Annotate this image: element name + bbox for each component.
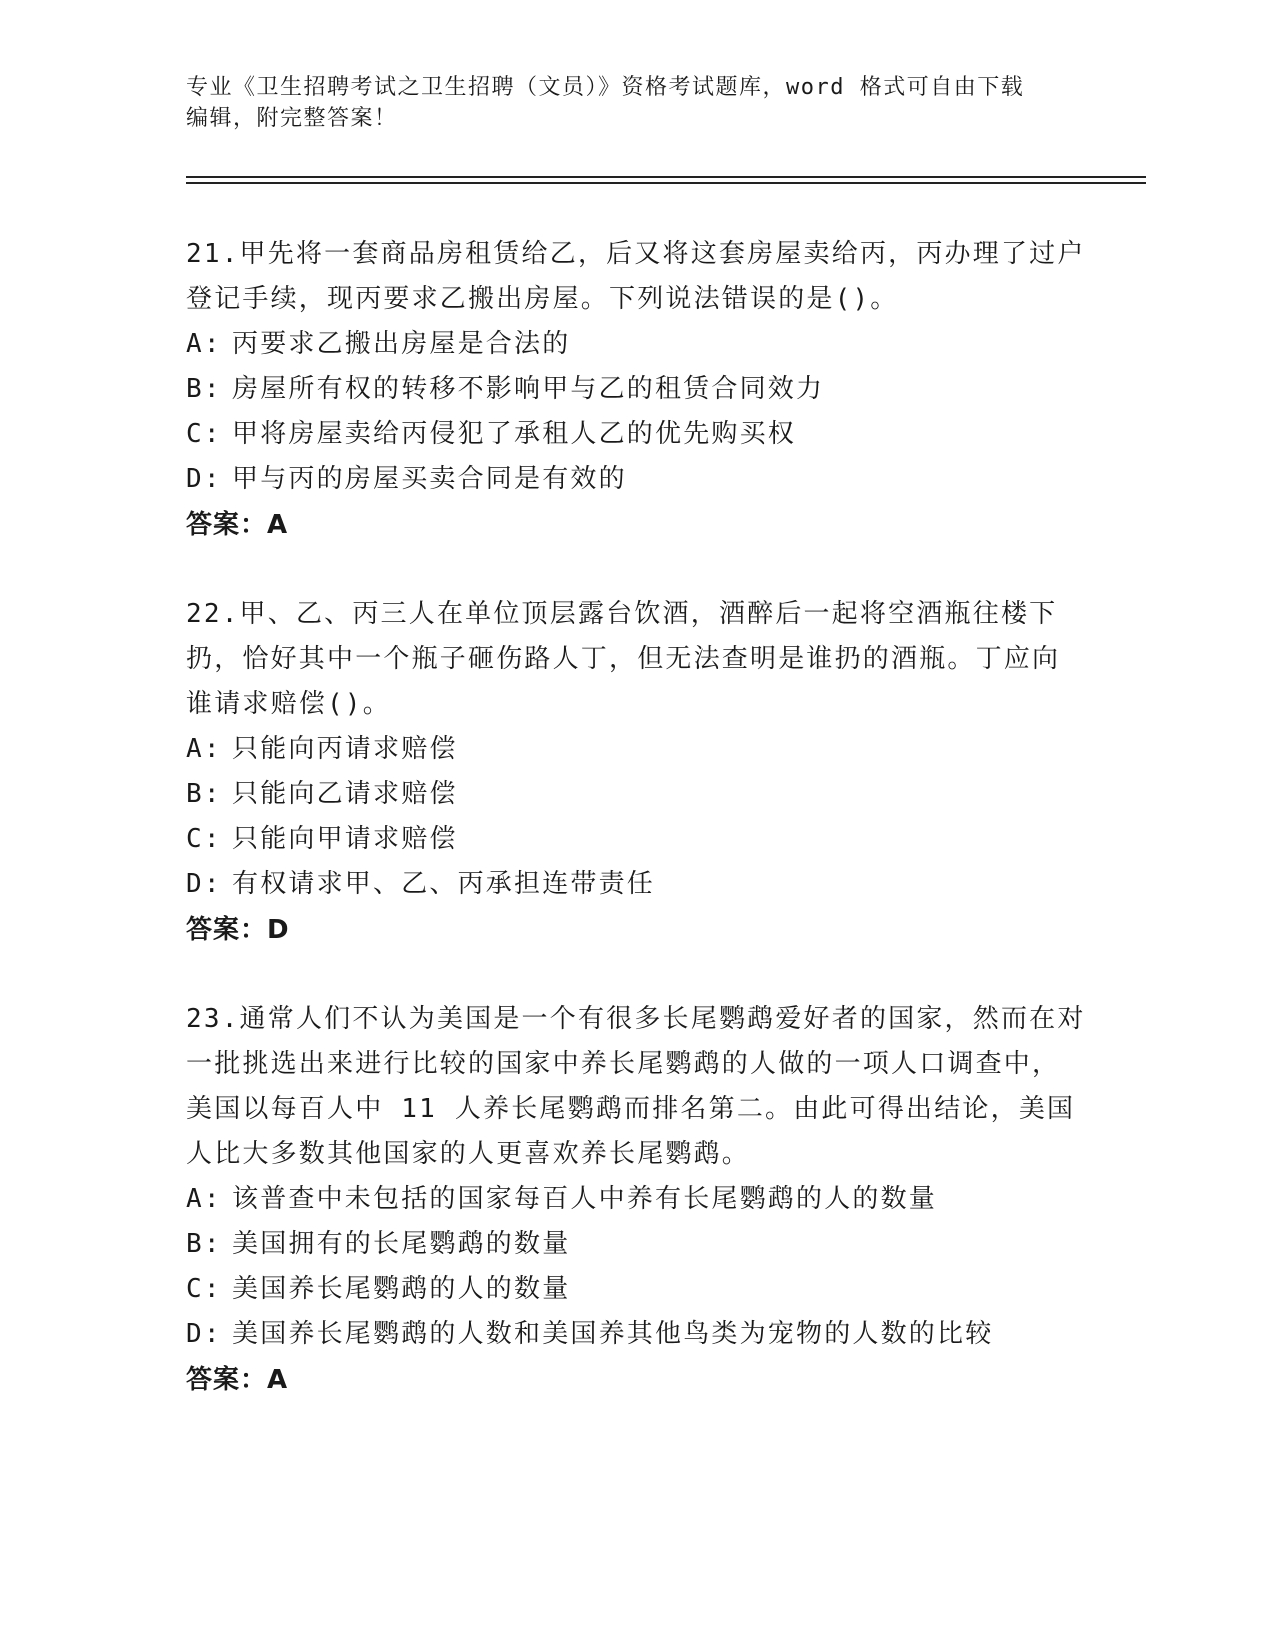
option-letter: D: <box>186 869 222 899</box>
option-letter: B: <box>186 779 222 809</box>
question-stem: 22.甲、乙、丙三人在单位顶层露台饮酒，酒醉后一起将空酒瓶往楼下扔，恰好其中一个瓶子砸伤路人丁，但无法查明是谁扔的酒瓶。丁应向谁请求赔偿()。 <box>186 599 1061 719</box>
question-23 <box>186 997 1086 1403</box>
option-text: 甲与丙的房屋买卖合同是有效的 <box>232 464 627 494</box>
option-text: 只能向丙请求赔偿 <box>232 734 458 764</box>
answer-line: 答案：A <box>186 510 289 540</box>
option-d <box>186 457 1086 502</box>
option-text: 只能向甲请求赔偿 <box>232 824 458 854</box>
option-letter: B: <box>186 1229 222 1259</box>
option-d <box>186 862 1086 907</box>
question-stem: 23.通常人们不认为美国是一个有很多长尾鹦鹉爱好者的国家，然而在对一批挑选出来进行比较的国家中养长尾鹦鹉的人做的一项人口调查中，美国以每百人中 11 人养长尾鹦鹉而排名第二。由此可得出结论，美国人比大多数其他国家的人更喜欢养长尾鹦鹉。 <box>186 1004 1086 1169</box>
header-line-1: 专业《卫生招聘考试之卫生招聘（文员）》资格考试题库，word 格式可自由下载 <box>186 75 1025 100</box>
option-b <box>186 772 1086 817</box>
option-a <box>186 322 1086 367</box>
question-list <box>186 232 1086 1447</box>
option-letter: B: <box>186 374 222 404</box>
option-letter: D: <box>186 464 222 494</box>
option-c <box>186 817 1086 862</box>
option-c <box>186 412 1086 457</box>
answer-line: 答案：D <box>186 915 290 945</box>
option-b <box>186 1222 1086 1267</box>
option-a <box>186 727 1086 772</box>
option-text: 只能向乙请求赔偿 <box>232 779 458 809</box>
document-header <box>186 72 1086 134</box>
option-letter: C: <box>186 419 222 449</box>
option-c <box>186 1267 1086 1312</box>
option-letter: A: <box>186 329 222 359</box>
option-text: 房屋所有权的转移不影响甲与乙的租赁合同效力 <box>232 374 825 404</box>
option-text: 美国拥有的长尾鹦鹉的数量 <box>232 1229 571 1259</box>
option-text: 该普查中未包括的国家每百人中养有长尾鹦鹉的人的数量 <box>232 1184 938 1214</box>
option-letter: A: <box>186 734 222 764</box>
option-text: 美国养长尾鹦鹉的人的数量 <box>232 1274 571 1304</box>
question-22 <box>186 592 1086 953</box>
answer-line: 答案：A <box>186 1365 289 1395</box>
option-b <box>186 367 1086 412</box>
option-text: 丙要求乙搬出房屋是合法的 <box>232 329 571 359</box>
option-a <box>186 1177 1086 1222</box>
question-21 <box>186 232 1086 548</box>
header-line-2: 编辑，附完整答案！ <box>186 106 398 131</box>
option-letter: A: <box>186 1184 222 1214</box>
option-letter: C: <box>186 824 222 854</box>
option-text: 美国养长尾鹦鹉的人数和美国养其他鸟类为宠物的人数的比较 <box>232 1319 994 1349</box>
header-divider-bottom <box>186 182 1146 184</box>
option-d <box>186 1312 1086 1357</box>
option-letter: C: <box>186 1274 222 1304</box>
option-letter: D: <box>186 1319 222 1349</box>
option-text: 甲将房屋卖给丙侵犯了承租人乙的优先购买权 <box>232 419 797 449</box>
option-text: 有权请求甲、乙、丙承担连带责任 <box>232 869 656 899</box>
header-divider-top <box>186 176 1146 178</box>
question-stem: 21.甲先将一套商品房租赁给乙，后又将这套房屋卖给丙，丙办理了过户登记手续，现丙要求乙搬出房屋。下列说法错误的是()。 <box>186 239 1086 314</box>
